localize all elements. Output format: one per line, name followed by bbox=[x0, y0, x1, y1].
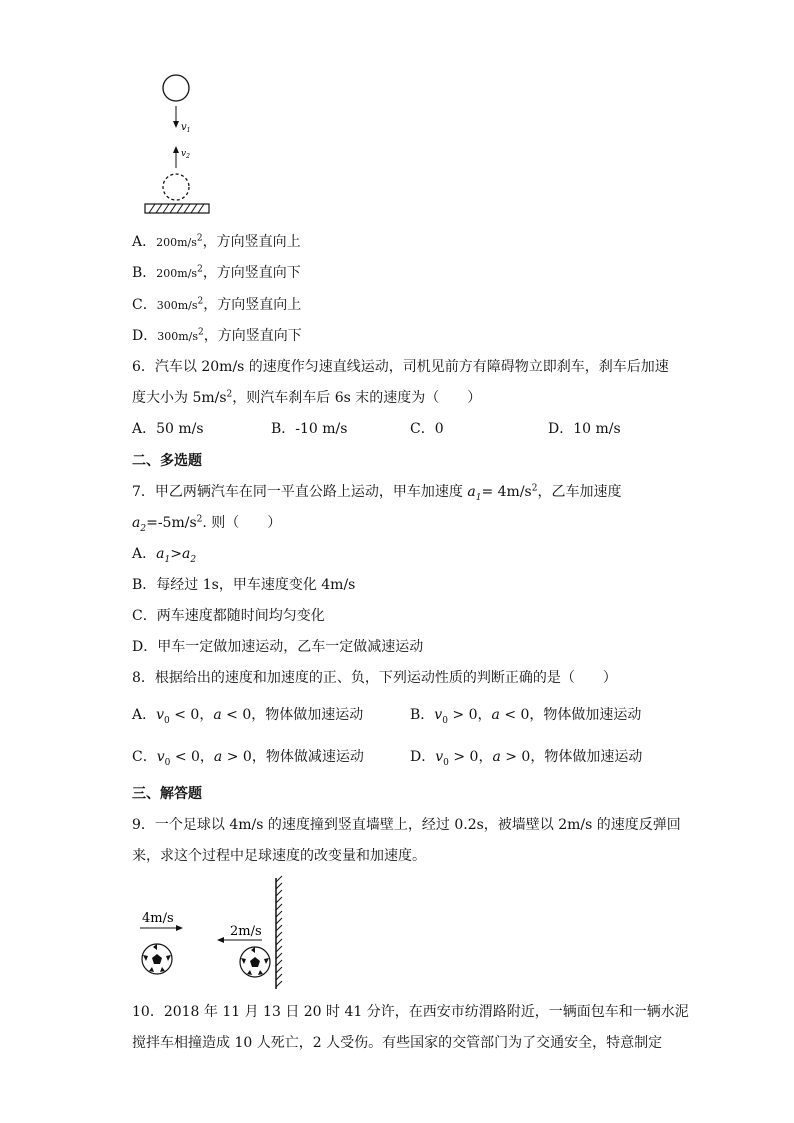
q8-option-d: D．$v_0 > 0$，a > 0，物体做加速运动 bbox=[410, 749, 643, 768]
section-multiple-choice: 二、多选题 bbox=[132, 453, 202, 469]
v2-label: $v_2$ bbox=[181, 149, 190, 160]
q7-stem-line2: $a_2=-5m/s^2$. 则（ ） bbox=[132, 514, 282, 534]
q5-option-b: B．$200m/s^2$，方向竖直向下 bbox=[132, 264, 301, 281]
q7-stem-line1: 7．甲乙两辆汽车在同一平直公路上运动，甲车加速度 $a_1= 4m/s^2$，乙车加速度 bbox=[132, 483, 622, 503]
q6-option-a: A．50 m/s bbox=[132, 421, 204, 437]
outgoing-speed-label: 2m/s bbox=[230, 924, 262, 939]
q7-option-c: C．两车速度都随时间均匀变化 bbox=[132, 608, 325, 624]
q7-option-d: D．甲车一定做加速运动，乙车一定做减速运动 bbox=[132, 639, 424, 655]
q10-stem-line2: 搅拌车相撞造成 10 人死亡，2 人受伤。有些国家的交管部门为了交通安全，特意制定 bbox=[132, 1035, 663, 1051]
q9-stem-line1: 9．一个足球以 4m/s 的速度撞到竖直墙壁上，经过 0.2s，被墙壁以 2m/s 的速度反弹回 bbox=[132, 817, 681, 833]
q10-stem-line1: 10．2018 年 11 月 13 日 20 时 41 分许，在西安市纺渭路附近，一辆面包车和一辆水泥 bbox=[132, 1004, 689, 1020]
q6-option-c: C．0 bbox=[410, 421, 444, 437]
ball-after-icon bbox=[163, 174, 189, 200]
football-wall-figure bbox=[136, 876, 316, 991]
q6-option-d: D．10 m/s bbox=[548, 421, 621, 437]
q8-option-c: C．$v_0 < 0$，a > 0，物体做减速运动 bbox=[132, 749, 364, 768]
v1-label: $v_1$ bbox=[181, 122, 191, 134]
q8-option-b: B．$v_0 > 0$，a < 0，物体做加速运动 bbox=[410, 707, 642, 726]
q8-stem: 8．根据给出的速度和加速度的正、负，下列运动性质的判断正确的是（ ） bbox=[132, 670, 617, 686]
football-before-icon bbox=[142, 944, 172, 974]
q6-stem-line2: 度大小为 $5m/s^2$，则汽车刹车后 6s 末的速度为（ ） bbox=[132, 389, 482, 406]
q5-option-d: D．$300m/s^2$，方向竖直向下 bbox=[132, 327, 302, 344]
incoming-speed-label: 4m/s bbox=[142, 911, 174, 926]
ball-bounce-figure bbox=[140, 70, 240, 220]
q6-option-b: B．-10 m/s bbox=[271, 421, 348, 437]
q7-option-a: A．$a_1>a_2$ bbox=[132, 546, 197, 565]
wall-icon bbox=[276, 876, 282, 989]
q9-stem-line2: 来，求这个过程中足球速度的改变量和加速度。 bbox=[132, 848, 426, 864]
q7-option-b: B．每经过 1s，甲车速度变化 4m/s bbox=[132, 577, 356, 593]
section-answer-questions: 三、解答题 bbox=[132, 786, 202, 802]
q6-stem-line1: 6．汽车以 20m/s 的速度作匀速直线运动，司机见前方有障碍物立即刹车，刹车后加速 bbox=[132, 359, 669, 375]
q5-option-a: A．$200m/s^2$，方向竖直向上 bbox=[132, 233, 301, 250]
q8-option-a: A．$v_0 < 0$，a < 0，物体做加速运动 bbox=[132, 707, 364, 726]
ball-before-icon bbox=[163, 75, 189, 101]
football-after-icon bbox=[240, 947, 270, 977]
q5-option-c: C．$300m/s^2$，方向竖直向上 bbox=[132, 296, 302, 313]
